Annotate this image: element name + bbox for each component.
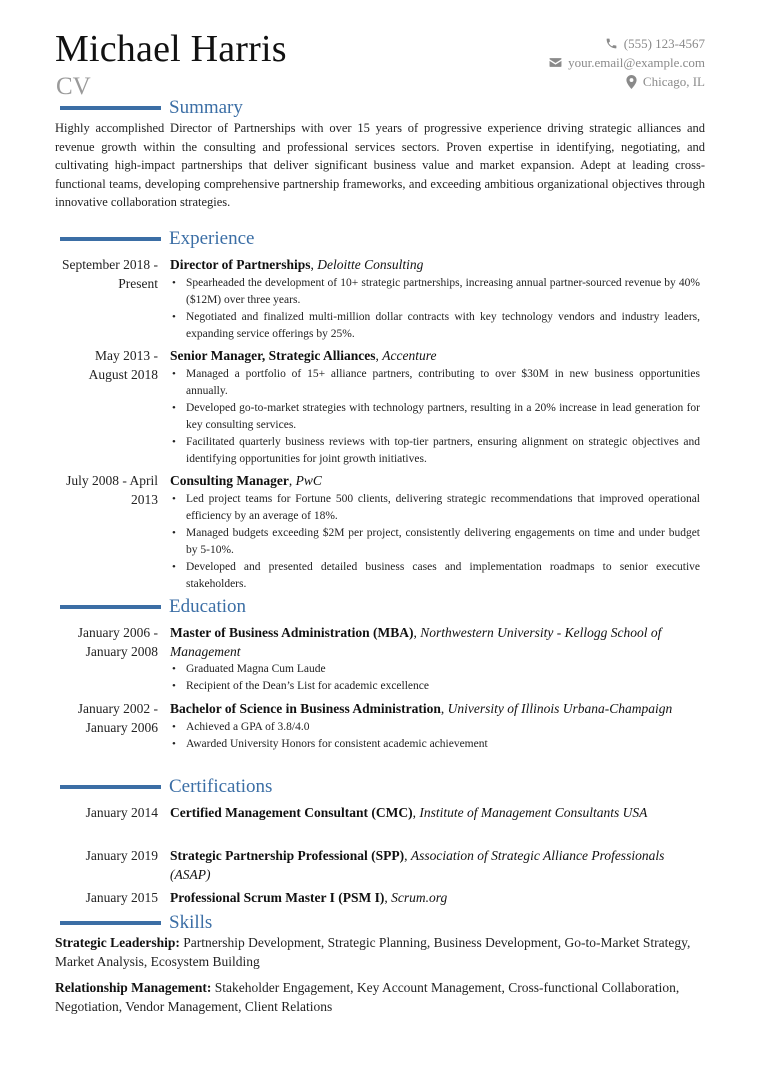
entry-date: January 2015 (85, 890, 158, 905)
entry-date: January 2019 (85, 848, 158, 863)
entry-date: July 2008 - April 2013 (66, 473, 158, 507)
entry-bullets (170, 719, 700, 753)
bullet-item: • Graduated Magna Cum Laude (185, 661, 700, 678)
bullet-item: • Achieved a GPA of 3.8/4.0 (185, 719, 700, 736)
certifications-heading (60, 776, 272, 798)
contact-phone (549, 34, 705, 53)
entry-organization: PwC (295, 473, 322, 488)
entry-bullets (170, 491, 700, 593)
skill-group (55, 933, 705, 971)
entry-role: Senior Manager, Strategic Alliances (170, 348, 376, 363)
contact-email[interactable] (549, 53, 705, 72)
section-accent-bar (60, 785, 161, 789)
map-pin-icon (626, 75, 637, 89)
certification-name: Professional Scrum Master I (PSM I) (170, 890, 385, 905)
skills-title: Skills (169, 912, 213, 933)
certification-name: Strategic Partnership Professional (SPP) (170, 848, 405, 863)
entry-bullets (170, 366, 700, 468)
bullet-item: • Developed go-to-market strategies with technology partners, resulting in a 20% increase in lead generation for key consulting services. (185, 400, 700, 434)
bullet-item: • Managed a portfolio of 15+ alliance partners, contributing to over $30M in new business opportunities annually. (185, 366, 700, 400)
entry-bullets (170, 661, 700, 695)
bullet-item: • Awarded University Honors for consistent academic achievement (185, 736, 700, 753)
section-accent-bar (60, 921, 161, 925)
entry-date: January 2002 - January 2006 (77, 701, 158, 735)
contact-block (549, 34, 705, 91)
certification-issuer: Association of Strategic Alliance Professionals (ASAP) (170, 848, 665, 882)
phone-text: (555) 123-4567 (623, 36, 705, 51)
summary-heading (60, 97, 243, 119)
bullet-item: • Negotiated and finalized multi-million dollar contracts with key technology vendors and industry leaders, expanding service offerings by 25%. (185, 309, 700, 343)
envelope-icon (549, 57, 562, 68)
bullet-item: • Spearheaded the development of 10+ strategic partnerships, increasing annual partner-sourced revenue by 40% ($12M) over three years. (185, 275, 700, 309)
certification-issuer: Institute of Management Consultants USA (419, 805, 648, 820)
summary-text: Highly accomplished Director of Partnerships with over 15 years of progressive experience driving strategic alliances and revenue growth within the consulting and professional services sectors. Proven expertise in identifying, negotiating, and cultivating high-impact partnerships that deliver significant business value and market expansion. Adept at leading cross-functional teams, developing comprehensive partnership frameworks, and exceeding ambitious organizational objectives through innovative collaboration strategies. (55, 121, 705, 209)
entry-role: Director of Partnerships (170, 257, 311, 272)
document-subtitle: CV (56, 73, 91, 100)
email-text[interactable]: your.email@example.com (568, 55, 705, 70)
entry-degree: Master of Business Administration (MBA) (170, 625, 414, 640)
entry-school: Northwestern University - Kellogg School of Management (170, 625, 662, 659)
certification-name: Certified Management Consultant (CMC) (170, 805, 413, 820)
contact-location (549, 72, 705, 91)
phone-icon (605, 37, 618, 50)
cv-page: Michael Harris CV (555) 123-4567 your.email@example.com Chicago, IL Summary Highly accomplished Director of Partnerships with over 15 years of progressive experience driving strategic alliances and revenue growth within the consulting and professional services sectors. Proven expertise in identifying, negotiating, and cultivating high-impact partnerships that deliver significant business value and market expansion. Adept at leading cross-functional teams, developing comprehensive partnership frameworks, and exceeding ambitious organizational objectives through innovative collaboration strategies. Experience September 2018 - Present Director of Partnerships, Deloitte Consulting • Spearheaded the development of 10+ strategic partnerships, increasing annual partner-sourced revenue by 40% ($12M) over three years. • Negotiated and finalized multi-million dollar contracts with key technology vendors and industry leaders, expanding service offerings by 25%. May 2013 - August 2018 Senior Manager, Strategic Alliances, Accenture • Managed a portfolio of 15+ alliance partners, contributing to over $30M in new business opportunities annually. • Developed go-to-market strategies with technology partners, resulting in a 20% increase in lead generation for key consulting services. • Facilitated quarterly business reviews with top-tier partners, ensuring alignment on strategic objectives and identifying opportunities for joint growth initiatives. July 2008 - April 2013 Consulting Manager, PwC • Led project teams for Fortune 500 clients, delivering strategic recommendations that improved operational efficiency by an average of 18%. • Managed budgets exceeding $2M per project, consistently delivering engagements on time and under budget by 5-10%. • Developed and presented detailed business cases and implementation roadmaps to senior executive stakeholders. Education January 2006 - January 2008 Master of Business Administration (MBA), Northwestern University - Kellogg School of Management • Graduated Magna Cum Laude • Recipient of the Dean’s List for academic excellence January 2002 - January 2006 Bachelor of Science in Business Administration, University of Illinois Urbana-Champaign • Achieved a GPA of 3.8/4.0 • Awarded University Honors for consistent academic achievement Certifications January 2014 Certified Management Consultant (CMC), Institute of Management Consultants USA January 2019 Strategic Partnership Professional (SPP), Association of Strategic Alliance Professionals (ASAP) January 2015 Professional Scrum Master I (PSM I), Scrum.org Skills Strategic Leadership: Partnership Development, Strategic Planning, Business Development, Go-to-Market Strategy, Market Analysis, Ecosystem Building Relationship Management: Stakeholder Engagement, Key Account Management, Cross-functional Collaboration, Negotiation, Vendor Management, Client Relations (0, 0, 760, 1075)
certification-issuer: Scrum.org (391, 890, 448, 905)
entry-date: January 2006 - January 2008 (77, 625, 158, 659)
bullet-item: • Managed budgets exceeding $2M per project, consistently delivering engagements on time and under budget by 5-10%. (185, 525, 700, 559)
skill-group (55, 978, 705, 1016)
section-accent-bar (60, 237, 161, 241)
entry-degree: Bachelor of Science in Business Administration (170, 701, 441, 716)
entry-date: September 2018 - Present (62, 257, 158, 291)
summary-title: Summary (169, 97, 243, 118)
entry-role: Consulting Manager (170, 473, 289, 488)
entry-organization: Accenture (382, 348, 437, 363)
experience-title: Experience (169, 228, 255, 249)
bullet-item: • Developed and presented detailed business cases and implementation roadmaps to senior executive stakeholders. (185, 559, 700, 593)
certifications-title: Certifications (169, 776, 273, 797)
skill-label: Strategic Leadership: (55, 935, 180, 950)
location-text: Chicago, IL (642, 74, 705, 89)
entry-organization: Deloitte Consulting (317, 257, 424, 272)
skill-values: Partnership Development, Strategic Planning, Business Development, Go-to-Market Strategy, Market Analysis, Ecosystem Building (55, 935, 691, 969)
bullet-item: • Led project teams for Fortune 500 clients, delivering strategic recommendations that improved operational efficiency by an average of 18%. (185, 491, 700, 525)
entry-bullets (170, 275, 700, 343)
education-title: Education (169, 596, 247, 617)
bullet-item: • Facilitated quarterly business reviews with top-tier partners, ensuring alignment on strategic objectives and identifying opportunities for joint growth initiatives. (185, 434, 700, 468)
bullet-item: • Recipient of the Dean’s List for academic excellence (185, 678, 700, 695)
entry-date: May 2013 - August 2018 (88, 348, 158, 382)
skills-heading (60, 912, 212, 934)
entry-school: University of Illinois Urbana-Champaign (447, 701, 673, 716)
experience-heading (60, 228, 254, 250)
education-heading (60, 596, 246, 618)
section-accent-bar (60, 605, 161, 609)
skill-label: Relationship Management: (55, 980, 212, 995)
section-accent-bar (60, 106, 161, 110)
candidate-name: Michael Harris (55, 28, 287, 70)
skill-values: Stakeholder Engagement, Key Account Management, Cross-functional Collaboration, Negotiation, Vendor Management, Client Relations (55, 980, 680, 1014)
entry-date: January 2014 (85, 805, 158, 820)
